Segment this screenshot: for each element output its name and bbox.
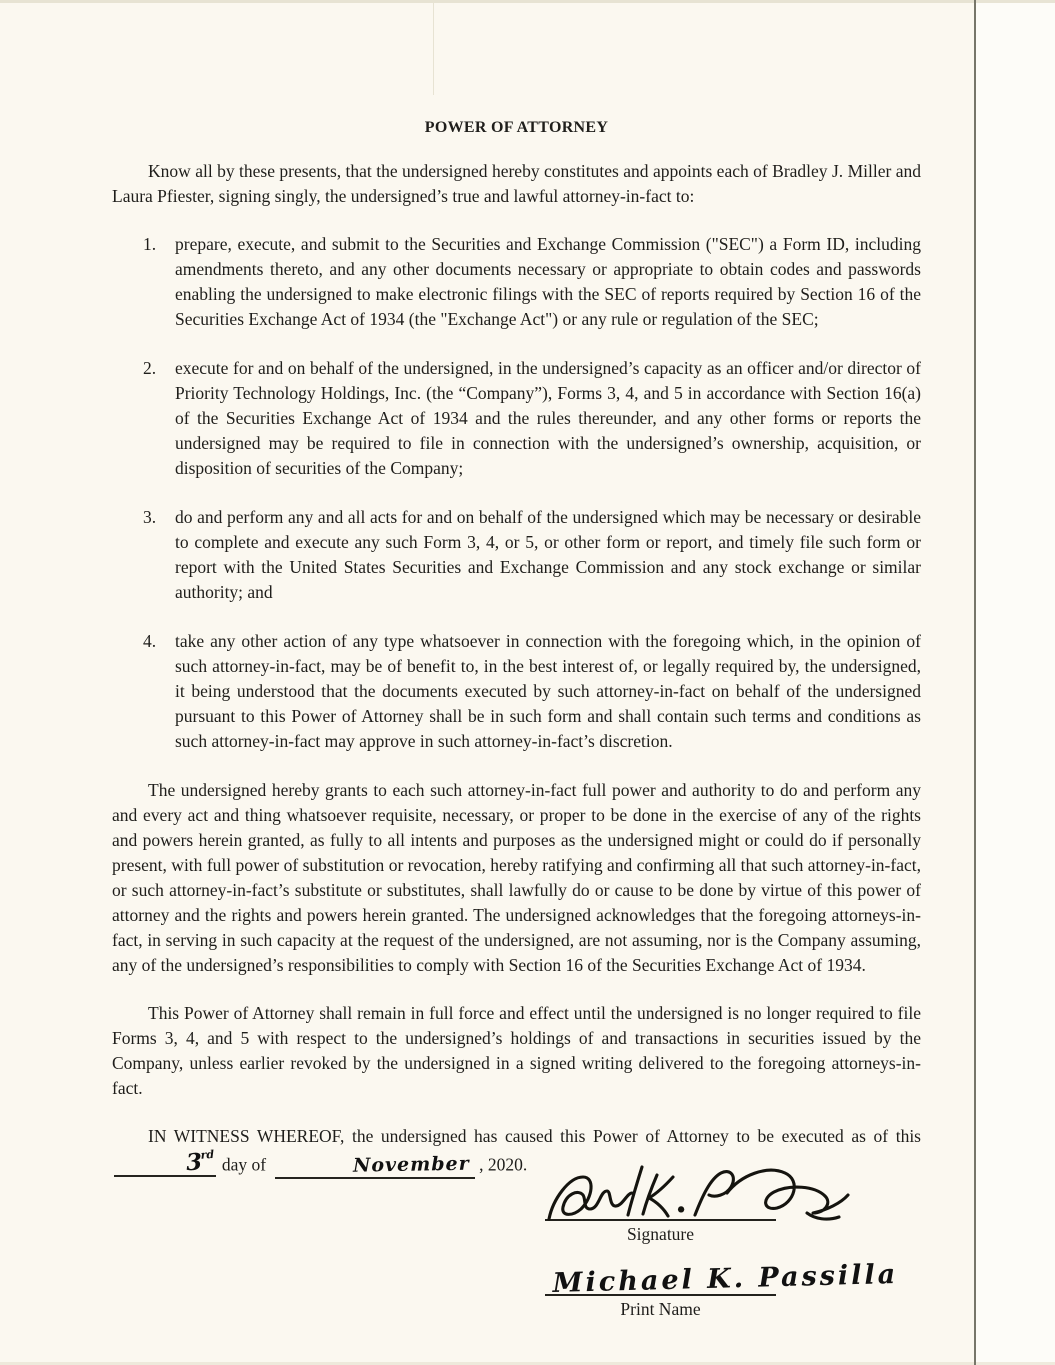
handwritten-print-name: Michael K. Passilla <box>552 1258 899 1299</box>
list-item-number: 1. <box>143 234 157 254</box>
list-item-text: execute for and on behalf of the undersigned, in the undersigned’s capacity as an officer and/or director of Priority Technology Holdings, Inc. (the “Company”), Forms 3, 4, and 5 in accordance with Section 16(a) of the Securities Exchange Act of 1934 and the rules thereunder, and any other forms or reports the undersigned may be required to file in connection with the undersigned’s ownership, acquisition, or disposition of securities of the Company; <box>175 358 921 478</box>
month-blank-field <box>275 1152 476 1179</box>
handwritten-signature-image <box>545 1161 855 1233</box>
list-item-text: prepare, execute, and submit to the Securities and Exchange Commission ("SEC") a Form ID, including amendments thereto, and any other documents necessary or appropriate to obtain codes and passwords enabling the undersigned to make electronic filings with the SEC of reports required by Section 16 of the Securities Exchange Act of 1934 (the "Exchange Act") or any rule or regulation of the SEC; <box>175 234 921 329</box>
witness-tail: , 2020. <box>479 1154 528 1175</box>
list-item-1 <box>112 232 921 332</box>
list-item-text: take any other action of any type whatsoever in connection with the foregoing which, in the opinion of such attorney-in-fact, may be of benefit to, in the best interest of, or legally required by, the undersigned, it being understood that the documents executed by such attorney-in-fact on behalf of the undersigned pursuant to this Power of Attorney shall be in such form and shall contain such terms and conditions as such attorney-in-fact may approve in such attorney-in-fact’s discretion. <box>175 631 921 751</box>
signature-label: Signature <box>626 1223 695 1244</box>
list-item-3 <box>112 505 921 605</box>
witness-lead: IN WITNESS WHEREOF, the undersigned has caused this Power of Attorney to be executed as of this <box>148 1126 921 1146</box>
list-item-number: 2. <box>143 358 157 378</box>
signature-line <box>545 1171 776 1221</box>
handwritten-day-suffix: rd <box>200 1147 215 1162</box>
list-item-2 <box>112 356 921 481</box>
numbered-list <box>112 232 921 754</box>
list-item-number: 4. <box>143 631 157 651</box>
duration-paragraph: This Power of Attorney shall remain in full force and effect until the undersigned is no longer required to file Forms 3, 4, and 5 with respect to the undersigned’s holdings of and transactions in securities issued by the Company, unless earlier revoked by the undersigned in a signed writing delivered to the foregoing attorneys-in-fact. <box>112 1003 921 1098</box>
list-item-text: do and perform any and all acts for and on behalf of the undersigned which may be necessary or desirable to complete and execute any such Form 3, 4, or 5, or other form or report, and timely file such form or report with the United States Securities and Exchange Commission and any stock exchange or similar authority; and <box>175 507 921 602</box>
signature-block <box>545 1171 899 1321</box>
list-item-4 <box>112 629 921 754</box>
print-name-line <box>545 1252 899 1299</box>
handwritten-day: 3rd <box>185 1147 215 1177</box>
witness-mid: day of <box>221 1154 267 1175</box>
document-title: POWER OF ATTORNEY <box>424 119 609 136</box>
grants-paragraph: The undersigned hereby grants to each such attorney-in-fact full power and authority to do and perform any and every act and thing whatsoever requisite, necessary, or proper to be done in the exercise of any of the rights and powers herein granted, as fully to all intents and purposes as the undersigned might or could do if personally present, with full power of substitution or revocation, hereby ratifying and confirming all that such attorney-in-fact, or such attorney-in-fact’s substitute or substitutes, shall lawfully do or cause to be done by virtue of this power of attorney and the rights and powers herein granted. The undersigned acknowledges that the foregoing attorneys-in-fact, in serving in such capacity at the request of the undersigned, are not assuming, nor is the Company assuming, any of the undersigned’s responsibilities to comply with Section 16 of the Securities Exchange Act of 1934. <box>112 780 921 975</box>
list-item-number: 3. <box>143 507 157 527</box>
intro-paragraph: Know all by these presents, that the undersigned hereby constitutes and appoints each of Bradley J. Miller and Laura Pfiester, signing singly, the undersigned’s true and lawful attorney-in-fact to: <box>112 161 921 206</box>
print-name-label: Print Name <box>620 1298 701 1319</box>
day-blank-field <box>114 1149 216 1177</box>
handwritten-month: November <box>352 1152 470 1177</box>
